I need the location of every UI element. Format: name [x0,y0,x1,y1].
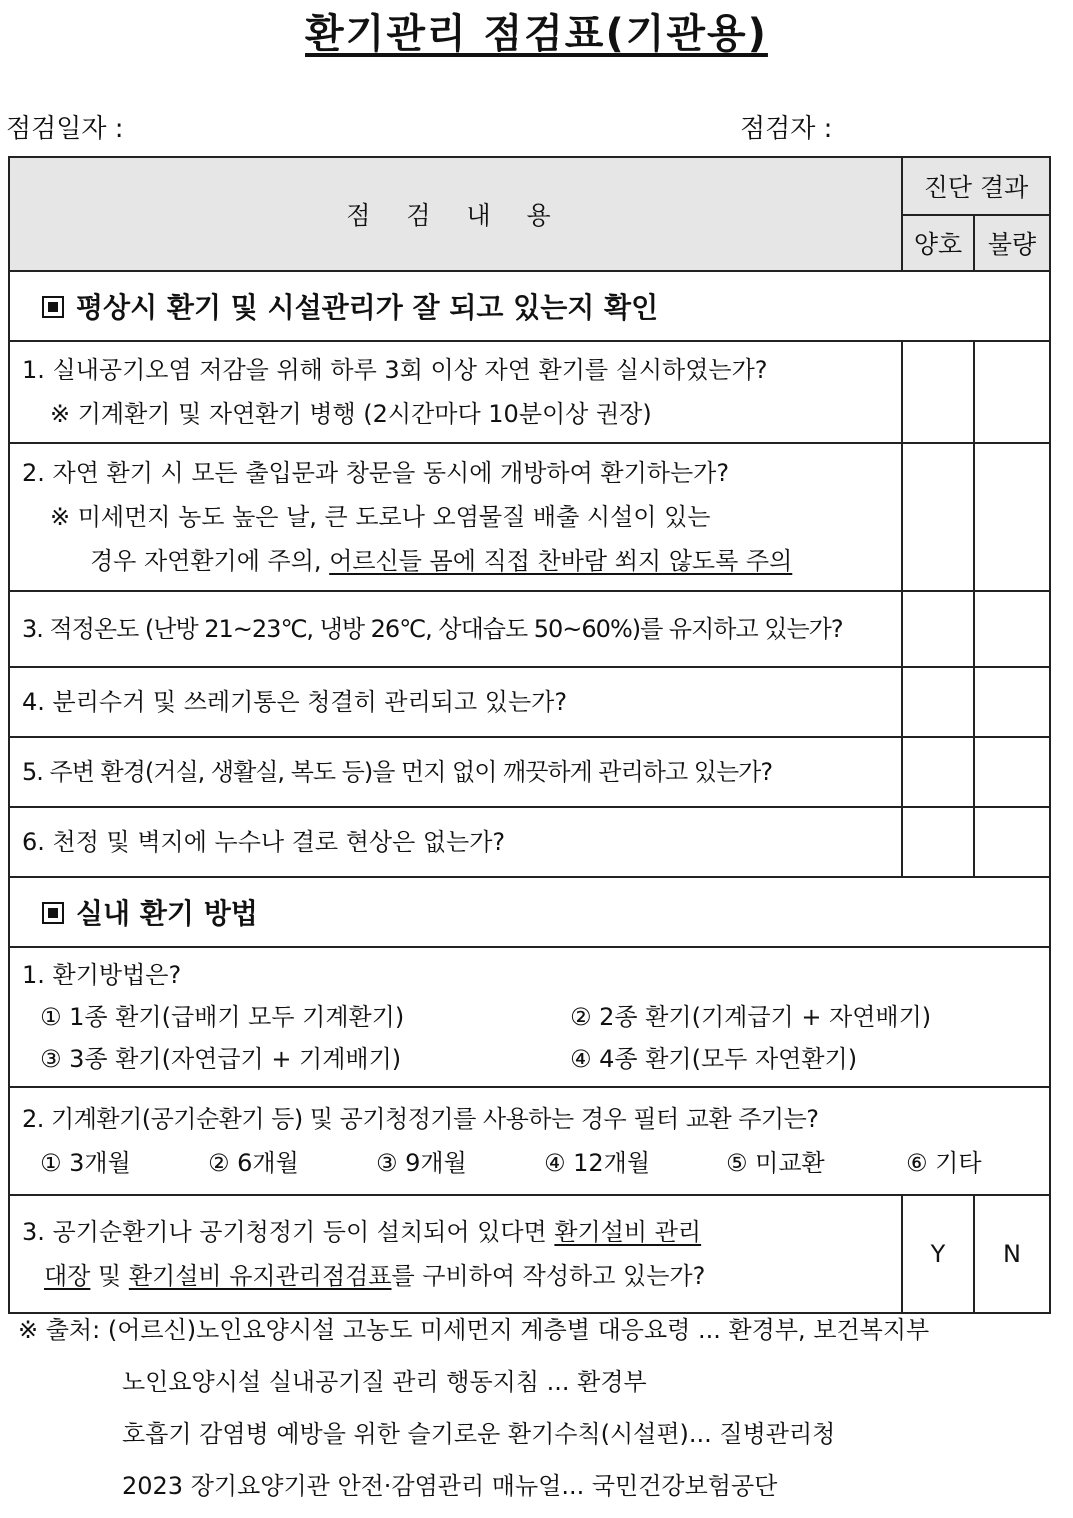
question-5 [9,737,902,807]
good-checkbox-cell[interactable] [902,591,974,667]
good-checkbox-cell[interactable] [902,443,974,591]
header-content: 점 검 내 용 [9,157,902,271]
good-checkbox-cell[interactable] [902,807,974,877]
option-type-1[interactable]: ① 1종 환기(급배기 모두 기계환기) [40,1003,405,1031]
inspection-date-label: 점검일자 : [6,114,124,144]
option-other[interactable]: ⑥ 기타 [906,1149,982,1177]
question-text: 2. 자연 환기 시 모든 출입문과 창문을 동시에 개방하여 환기하는가? [22,459,730,487]
bad-checkbox-cell[interactable] [974,341,1050,443]
source-item: (어르신)노인요양시설 고농도 미세먼지 계층별 대응요령 ... 환경부, 보건복지부 [107,1316,930,1344]
question-text: 5. 주변 환경(거실, 생활실, 복도 등)을 먼지 없이 깨끗하게 관리하고 있는가? [22,758,773,786]
option-3-months[interactable]: ① 3개월 [40,1149,131,1177]
source-item: 2023 장기요양기관 안전·감염관리 매뉴얼... 국민건강보험공단 [122,1472,778,1500]
bad-checkbox-cell[interactable] [974,807,1050,877]
question-text: 4. 분리수거 및 쓰레기통은 청결히 관리되고 있는가? [22,688,568,716]
header-result: 진단 결과 [902,157,1050,215]
option-type-2[interactable]: ② 2종 환기(기계급기 + 자연배기) [570,1003,932,1031]
question-1 [9,341,902,443]
sources-label: ※ 출처: [18,1316,101,1344]
question-text: 1. 실내공기오염 저감을 위해 하루 3회 이상 자연 환기를 실시하였는가? [22,356,768,384]
method-question-1 [9,947,1050,1087]
section-routine-title: 평상시 환기 및 시설관리가 잘 되고 있는지 확인 [9,271,1050,341]
question-6 [9,807,902,877]
bad-checkbox-cell[interactable] [974,737,1050,807]
question-text: 6. 천정 및 벽지에 누수나 결로 현상은 없는가? [22,828,506,856]
option-type-3[interactable]: ③ 3종 환기(자연급기 + 기계배기) [40,1045,402,1073]
method-question-2 [9,1087,1050,1195]
bad-checkbox-cell[interactable] [974,591,1050,667]
method-question-3: 3. 공기순환기나 공기청정기 등이 설치되어 있다면 환기설비 관리 대장 및 환기설비 유지관리점검표를 구비하여 작성하고 있는가? [9,1195,902,1313]
document-title: 환기관리 점검표(기관용) [305,11,768,57]
option-12-months[interactable]: ④ 12개월 [544,1149,651,1177]
no-cell[interactable]: N [974,1195,1050,1313]
option-9-months[interactable]: ③ 9개월 [376,1149,467,1177]
question-2 [9,443,902,591]
question-4 [9,667,902,737]
good-checkbox-cell[interactable] [902,667,974,737]
question-note-cont: 경우 자연환기에 주의, 어르신들 몸에 직접 찬바람 쐬지 않도록 주의 [90,547,793,575]
bad-checkbox-cell[interactable] [974,667,1050,737]
section-method-title: 실내 환기 방법 [9,877,1050,947]
inspector-label: 점검자 : [740,114,833,144]
option-6-months[interactable]: ② 6개월 [208,1149,299,1177]
source-item: 노인요양시설 실내공기질 관리 행동지침 ... 환경부 [122,1368,647,1396]
checkbox-icon [42,296,64,318]
question-text: 3. 적정온도 (난방 21~23℃, 냉방 26℃, 상대습도 50~60%)를 유지하고 있는가? [22,615,843,643]
good-checkbox-cell[interactable] [902,341,974,443]
question-note: ※ 미세먼지 농도 높은 날, 큰 도로나 오염물질 배출 시설이 있는 [50,503,711,531]
good-checkbox-cell[interactable] [902,737,974,807]
checklist-table [8,156,1051,1314]
question-text: 2. 기계환기(공기순환기 등) 및 공기청정기를 사용하는 경우 필터 교환 주기는? [22,1105,819,1133]
checkbox-icon [42,902,64,924]
option-no-change[interactable]: ⑤ 미교환 [726,1149,825,1177]
question-text: 1. 환기방법은? [22,961,182,989]
option-type-4[interactable]: ④ 4종 환기(모두 자연환기) [570,1045,858,1073]
header-good: 양호 [902,215,974,271]
question-3 [9,591,902,667]
source-item: 호흡기 감염병 예방을 위한 슬기로운 환기수칙(시설편)... 질병관리청 [122,1420,836,1448]
yes-cell[interactable]: Y [902,1195,974,1313]
sources-footer [18,1308,929,1516]
question-note: ※ 기계환기 및 자연환기 병행 (2시간마다 10분이상 권장) [50,400,652,428]
header-bad: 불량 [974,215,1050,271]
bad-checkbox-cell[interactable] [974,443,1050,591]
